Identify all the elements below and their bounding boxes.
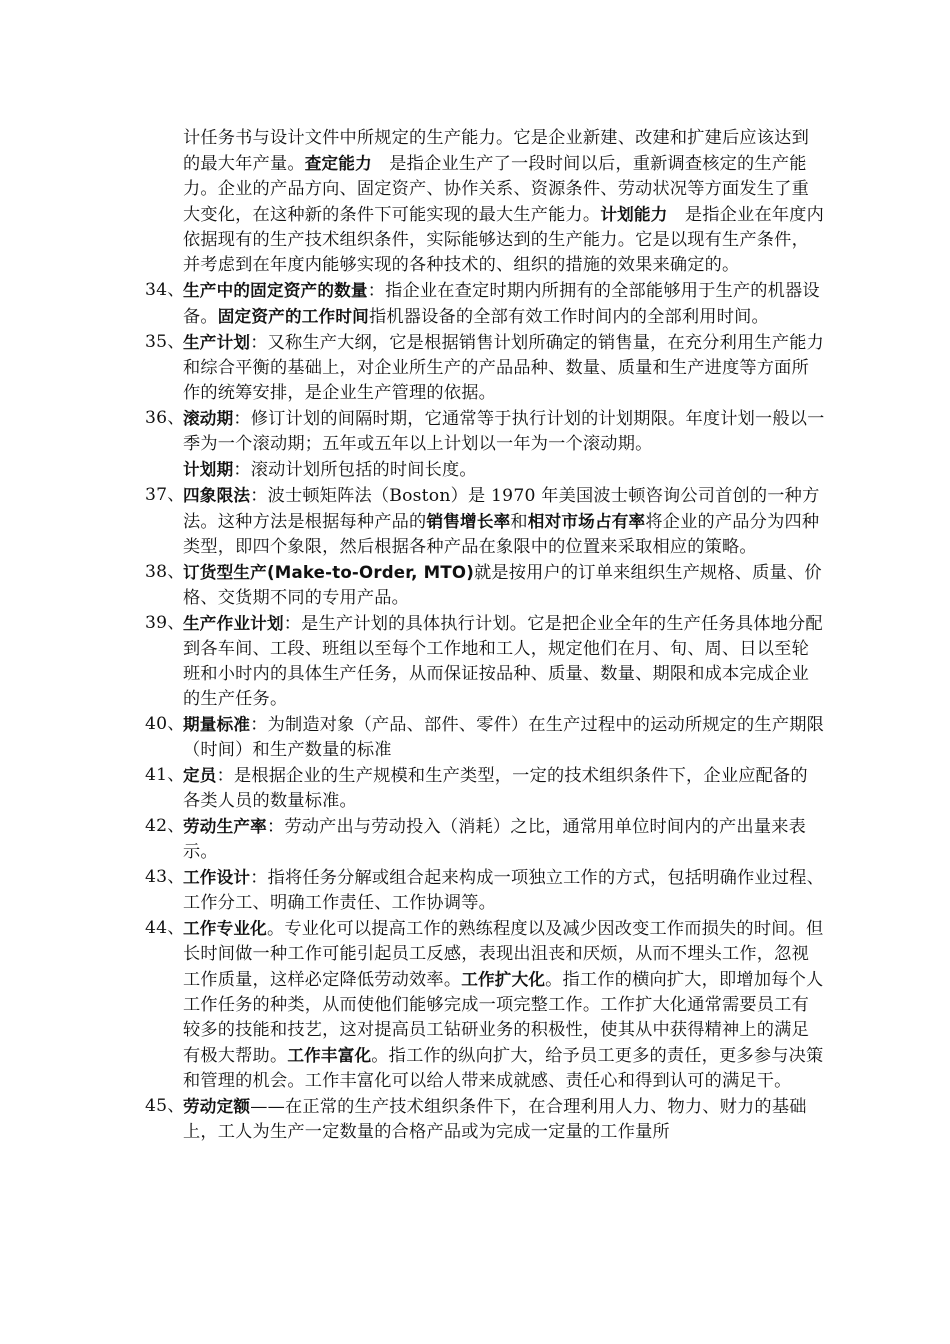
bold-term: 查定能力: [304, 154, 372, 173]
bold-term: 相对市场占有率: [527, 512, 646, 531]
text-run: ：指企业在查定时期内所拥有的全部能够用于生产的机器设备。: [183, 281, 820, 327]
bold-term: 生产作业计划: [183, 614, 284, 633]
item-number: 39、: [145, 613, 185, 633]
bold-term: 定员: [183, 766, 217, 785]
text-run: 指机器设备的全部有效工作时间内的全部利用时间。: [368, 307, 769, 327]
text-run: ：是生产计划的具体执行计划。它是把企业全年的生产任务具体地分配到各车间、工段、班组以至每个工作地和工人，规定他们在月、旬、周、日以至轮班和小时内的具体生产任务，从而保证按品种、质量、数量、期限和成本完成企业的生产任务。: [183, 614, 823, 709]
bold-term: 计划能力: [600, 205, 668, 224]
bold-term: 工作丰富化: [287, 1046, 372, 1065]
bold-term: 固定资产的工作时间: [217, 307, 369, 326]
document-page: [145, 126, 825, 1145]
item-number: 35、: [145, 332, 185, 352]
bold-term: 工作专业化: [183, 919, 267, 938]
text-run: ：滚动计划所包括的时间长度。: [233, 460, 477, 480]
item-number: 42、: [145, 816, 185, 836]
bold-term: 期量标准: [183, 715, 251, 734]
bold-term: 生产计划: [183, 333, 251, 352]
list-item: [145, 611, 825, 712]
continuation-paragraph: [145, 126, 825, 278]
item-number: 37、: [145, 485, 185, 505]
bold-term: 销售增长率: [426, 512, 511, 531]
bold-term: 滚动期: [183, 409, 234, 428]
text-run: ：修订计划的间隔时期，它通常等于执行计划的计划期限。年度计划一般以一季为一个滚动期；五年或五年以上计划以一年为一个滚动期。: [183, 409, 825, 454]
text-run: 是指企业生产了一段时间以后，重新调查核定的生产能力。企业的产品方向、固定资产、协作关系、资源条件、劳动状况等方面发生了重大变化，在这种新的条件下可能实现的最大生产能力。: [183, 154, 809, 225]
text-run: 将企业的产品分为四种类型，即四个象限，然后根据各种产品在象限中的位置来采取相应的策略。: [183, 512, 820, 557]
item-number: 38、: [145, 562, 185, 582]
bold-term: 四象限法: [183, 486, 251, 505]
text-run: ——在正常的生产技术组织条件下，在合理利用人力、物力、财力的基础上，工人为生产一定数量的合格产品或为完成一定量的工作量所: [183, 1097, 807, 1142]
item-number: 36、: [145, 408, 185, 428]
bold-term: 劳动生产率: [183, 817, 267, 836]
list-item: [145, 1094, 825, 1145]
list-item: [145, 814, 825, 865]
list-item: [145, 712, 825, 763]
item-number: 43、: [145, 867, 185, 887]
item-number: 45、: [145, 1096, 185, 1116]
list-item: [145, 278, 825, 330]
list-item: [145, 916, 825, 1094]
bold-term: 劳动定额: [183, 1097, 251, 1116]
list-item: [145, 865, 825, 916]
bold-term: 工作扩大化: [461, 970, 546, 989]
list-item: [145, 330, 825, 406]
text-run: ：劳动产出与劳动投入（消耗）之比，通常用单位时间内的产出量来表示。: [183, 817, 806, 862]
text-run: 。专业化可以提高工作的熟练程度以及减少因改变工作而损失的时间。但长时间做一种工作可能引起员工反感，表现出沮丧和厌烦，从而不埋头工作，忽视工作质量，这样必定降低劳动效率。: [183, 919, 824, 990]
item-number: 44、: [145, 918, 185, 938]
text-run: ：为制造对象（产品、部件、零件）在生产过程中的运动所规定的生产期限（时间）和生产数量的标准: [183, 715, 824, 760]
bold-term: 生产中的固定资产的数量: [183, 281, 368, 300]
text-run: ：是根据企业的生产规模和生产类型，一定的技术组织条件下，企业应配备的各类人员的数量标准。: [183, 766, 808, 811]
text-run: 。指工作的横向扩大，即增加每个人工作任务的种类，从而使他们能够完成一项完整工作。工作扩大化通常需要员工有较多的技能和技艺，这对提高员工钻研业务的积极性，使其从中获得精神上的满足有极大帮助。: [183, 970, 824, 1066]
bold-term: 订货型生产(Make-to-Order, MTO): [183, 563, 474, 582]
list-item: [145, 406, 825, 483]
list-item: [145, 483, 825, 560]
list-item: [145, 763, 825, 814]
item-number: 40、: [145, 714, 185, 734]
text-run: ：又称生产大纲，它是根据销售计划所确定的销售量，在充分利用生产能力和综合平衡的基础上，对企业所生产的产品品种、数量、质量和生产进度等方面所作的统筹安排，是企业生产管理的依据。: [183, 333, 824, 403]
item-number: 34、: [145, 280, 185, 300]
text-run: 和: [510, 512, 528, 532]
bold-term: 计划期: [183, 460, 234, 479]
text-run: 计任务书与设计文件中所规定的生产能力。它是企业新建、改建和扩建后应该达到的最大年产量。: [183, 128, 809, 174]
list-item: [145, 560, 825, 611]
item-number: 41、: [145, 765, 185, 785]
text-run: 是指企业在年度内依据现有的生产技术组织条件，实际能够达到的生产能力。它是以现有生产条件，并考虑到在年度内能够实现的各种技术的、组织的措施的效果来确定的。: [183, 205, 824, 275]
definition-list: [145, 278, 825, 1145]
text-run: 就是按用户的订单来组织生产规格、质量、价格、交货期不同的专用产品。: [183, 563, 822, 608]
bold-term: 工作设计: [183, 868, 251, 887]
text-run: ：波士顿矩阵法（Boston）是 1970 年美国波士顿咨询公司首创的一种方法。这种方法是根据每种产品的: [183, 486, 820, 532]
text-run: ：指将任务分解或组合起来构成一项独立工作的方式，包括明确作业过程、工作分工、明确工作责任、工作协调等。: [183, 868, 824, 913]
text-run: 。指工作的纵向扩大，给予员工更多的责任，更多参与决策和管理的机会。工作丰富化可以给人带来成就感、责任心和得到认可的满足干。: [183, 1046, 824, 1091]
